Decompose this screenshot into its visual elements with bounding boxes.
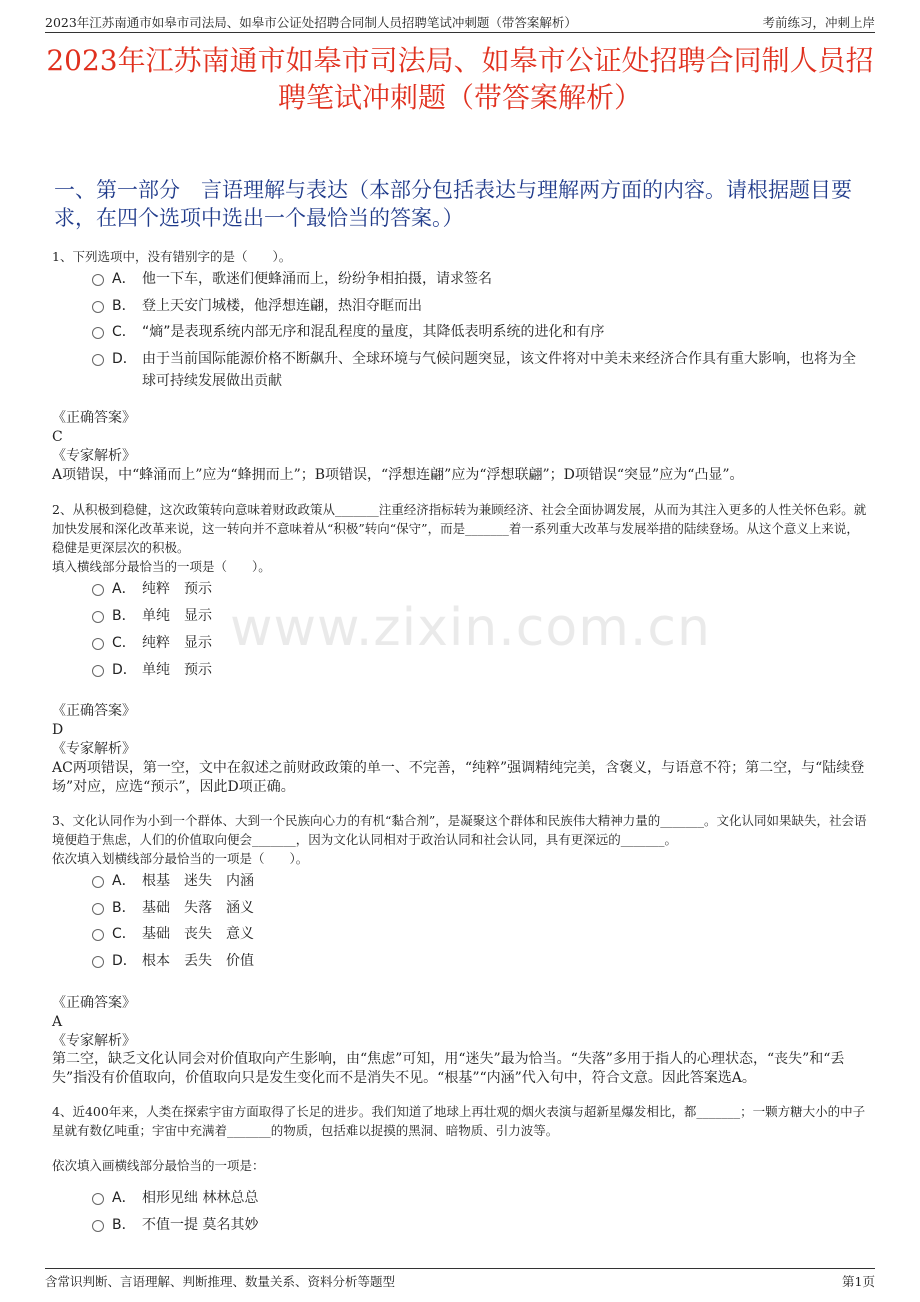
- page-header: [45, 10, 875, 33]
- option-text: 基础 丧失 意义: [142, 926, 254, 942]
- option-text: 单纯 预示: [142, 662, 212, 678]
- page-footer: [45, 1268, 875, 1289]
- option-letter: B．: [112, 1217, 136, 1233]
- radio-icon[interactable]: [92, 876, 104, 888]
- footer-description: 含常识判断、言语理解、判断推理、数量关系、资料分析等题型: [45, 1274, 396, 1289]
- question-2-text: 2、从积极到稳健，这次政策转向意味着财政政策从_______注重经济指标转为兼顾经济、社会全面协调发展，从而为其注入更多的人性关怀色彩。就加快发展和深化改革来说，这一转向并不意味着从“积极”转向“保守”，而是_______着一系列重大改革与发展举措的陆续登场。从这个意义上来说，稳健是更深层次的积极。: [52, 502, 867, 555]
- radio-icon[interactable]: [92, 274, 104, 286]
- option-letter: B．: [112, 900, 136, 916]
- option-text: 纯粹 预示: [142, 581, 212, 597]
- radio-icon[interactable]: [92, 929, 104, 941]
- option-text: 单纯 显示: [142, 608, 212, 624]
- option-letter: B．: [112, 608, 136, 624]
- option-letter: C．: [112, 926, 136, 942]
- option-letter: A．: [112, 873, 136, 889]
- radio-icon[interactable]: [92, 1220, 104, 1232]
- analysis-text: AC两项错误，第一空，文中在叙述之前财政政策的单一、不完善，“纯粹”强调精纯完美，含褒义，与语意不符；第二空，与“陆续登场”对应，应选“预示”，因此D项正确。: [52, 760, 865, 795]
- option-text: 登上天安门城楼，他浮想连翩，热泪夺眶而出: [142, 298, 422, 314]
- option-text: 纯粹 显示: [142, 635, 212, 651]
- question-4-prompt: 依次填入画横线部分最恰当的一项是：: [52, 1158, 265, 1173]
- watermark: www.zixin.com.cn: [230, 598, 711, 658]
- option-letter: A．: [112, 1190, 136, 1206]
- option-letter: D．: [112, 662, 137, 678]
- option-letter: A．: [112, 581, 136, 597]
- answer-value: A: [52, 1014, 63, 1030]
- answer-label: 《正确答案》: [52, 703, 136, 719]
- answer-label: 《正确答案》: [52, 410, 136, 426]
- analysis-label: 《专家解析》: [52, 448, 136, 464]
- radio-icon[interactable]: [92, 638, 104, 650]
- option-text: 基础 失落 涵义: [142, 900, 254, 916]
- radio-icon[interactable]: [92, 301, 104, 313]
- option-letter: C．: [112, 324, 136, 340]
- option-text: 不值一提 莫名其妙: [142, 1217, 259, 1233]
- answer-label: 《正确答案》: [52, 995, 136, 1011]
- analysis-label: 《专家解析》: [52, 741, 136, 757]
- question-3-text: 3、文化认同作为小到一个群体、大到一个民族向心力的有机“黏合剂”，是凝聚这个群体和民族伟大精神力量的_______。文化认同如果缺失，社会语境便趋于焦虑，人们的价值取向便会_______，因为文化认同相对于政治认同和社会认同，具有更深远的_______。: [52, 813, 867, 847]
- option-text: 根本 丢失 价值: [142, 953, 254, 969]
- option-letter: A．: [112, 271, 136, 287]
- header-slogan: 考前练习，冲刺上岸: [762, 15, 875, 30]
- option-text: 他一下车，歌迷们便蜂涌而上，纷纷争相拍摄，请求签名: [142, 271, 492, 287]
- analysis-text: 第二空，缺乏文化认同会对价值取向产生影响，由“焦虑”可知，用“迷失”最为恰当。“失落”多用于指人的心理状态，“丧失”和“丢失”指没有价值取向，价值取向只是发生变化而不是消失不见。“根基”“内涵”代入句中，符合文意。因此答案选A。: [52, 1051, 845, 1086]
- analysis-label: 《专家解析》: [52, 1033, 136, 1049]
- radio-icon[interactable]: [92, 611, 104, 623]
- option-letter: B．: [112, 298, 136, 314]
- radio-icon[interactable]: [92, 956, 104, 968]
- page-number: 第1页: [842, 1274, 875, 1289]
- header-doc-title: 2023年江苏南通市如皋市司法局、如皋市公证处招聘合同制人员招聘笔试冲刺题（带答案解析）: [45, 15, 577, 30]
- radio-icon[interactable]: [92, 327, 104, 339]
- analysis-text: A项错误，中“蜂涌而上”应为“蜂拥而上”；B项错误，“浮想连翩”应为“浮想联翩”；D项错误“突显”应为“凸显”。: [52, 467, 744, 483]
- radio-icon[interactable]: [92, 584, 104, 596]
- option-text: 由于当前国际能源价格不断飙升、全球环境与气候问题突显，该文件将对中美未来经济合作具有重大影响，也将为全球可持续发展做出贡献: [142, 351, 856, 389]
- option-letter: C．: [112, 635, 136, 651]
- option-letter: D．: [112, 953, 137, 969]
- radio-icon[interactable]: [92, 903, 104, 915]
- question-3-prompt: 依次填入划横线部分最恰当的一项是（ ）。: [52, 851, 309, 866]
- option-text: 根基 迷失 内涵: [142, 873, 254, 889]
- option-text: “熵”是表现系统内部无序和混乱程度的量度，其降低表明系统的进化和有序: [142, 324, 605, 340]
- question-2-prompt: 填入横线部分最恰当的一项是（ ）。: [52, 559, 271, 574]
- option-letter: D．: [112, 351, 137, 367]
- answer-value: D: [52, 722, 64, 738]
- option-text: 相形见绌 林林总总: [142, 1190, 259, 1206]
- radio-icon[interactable]: [92, 665, 104, 677]
- answer-value: C: [52, 429, 63, 445]
- radio-icon[interactable]: [92, 354, 104, 366]
- question-1-text: 1、下列选项中，没有错别字的是（ ）。: [52, 249, 292, 264]
- section-heading: 一、第一部分 言语理解与表达（本部分包括表达与理解两方面的内容。请根据题目要求，在四个选项中选出一个最恰当的答案。）: [54, 178, 852, 230]
- document-title: 2023年江苏南通市如皋市司法局、如皋市公证处招聘合同制人员招聘笔试冲刺题（带答案解析）: [46, 44, 874, 114]
- radio-icon[interactable]: [92, 1193, 104, 1205]
- question-4-text: 4、近400年来，人类在探索宇宙方面取得了长足的进步。我们知道了地球上再壮观的烟火表演与超新星爆发相比，都_______；一颗方糖大小的中子星就有数亿吨重；宇宙中充满着_______的物质，包括难以捉摸的黑洞、暗物质、引力波等。: [52, 1104, 866, 1138]
